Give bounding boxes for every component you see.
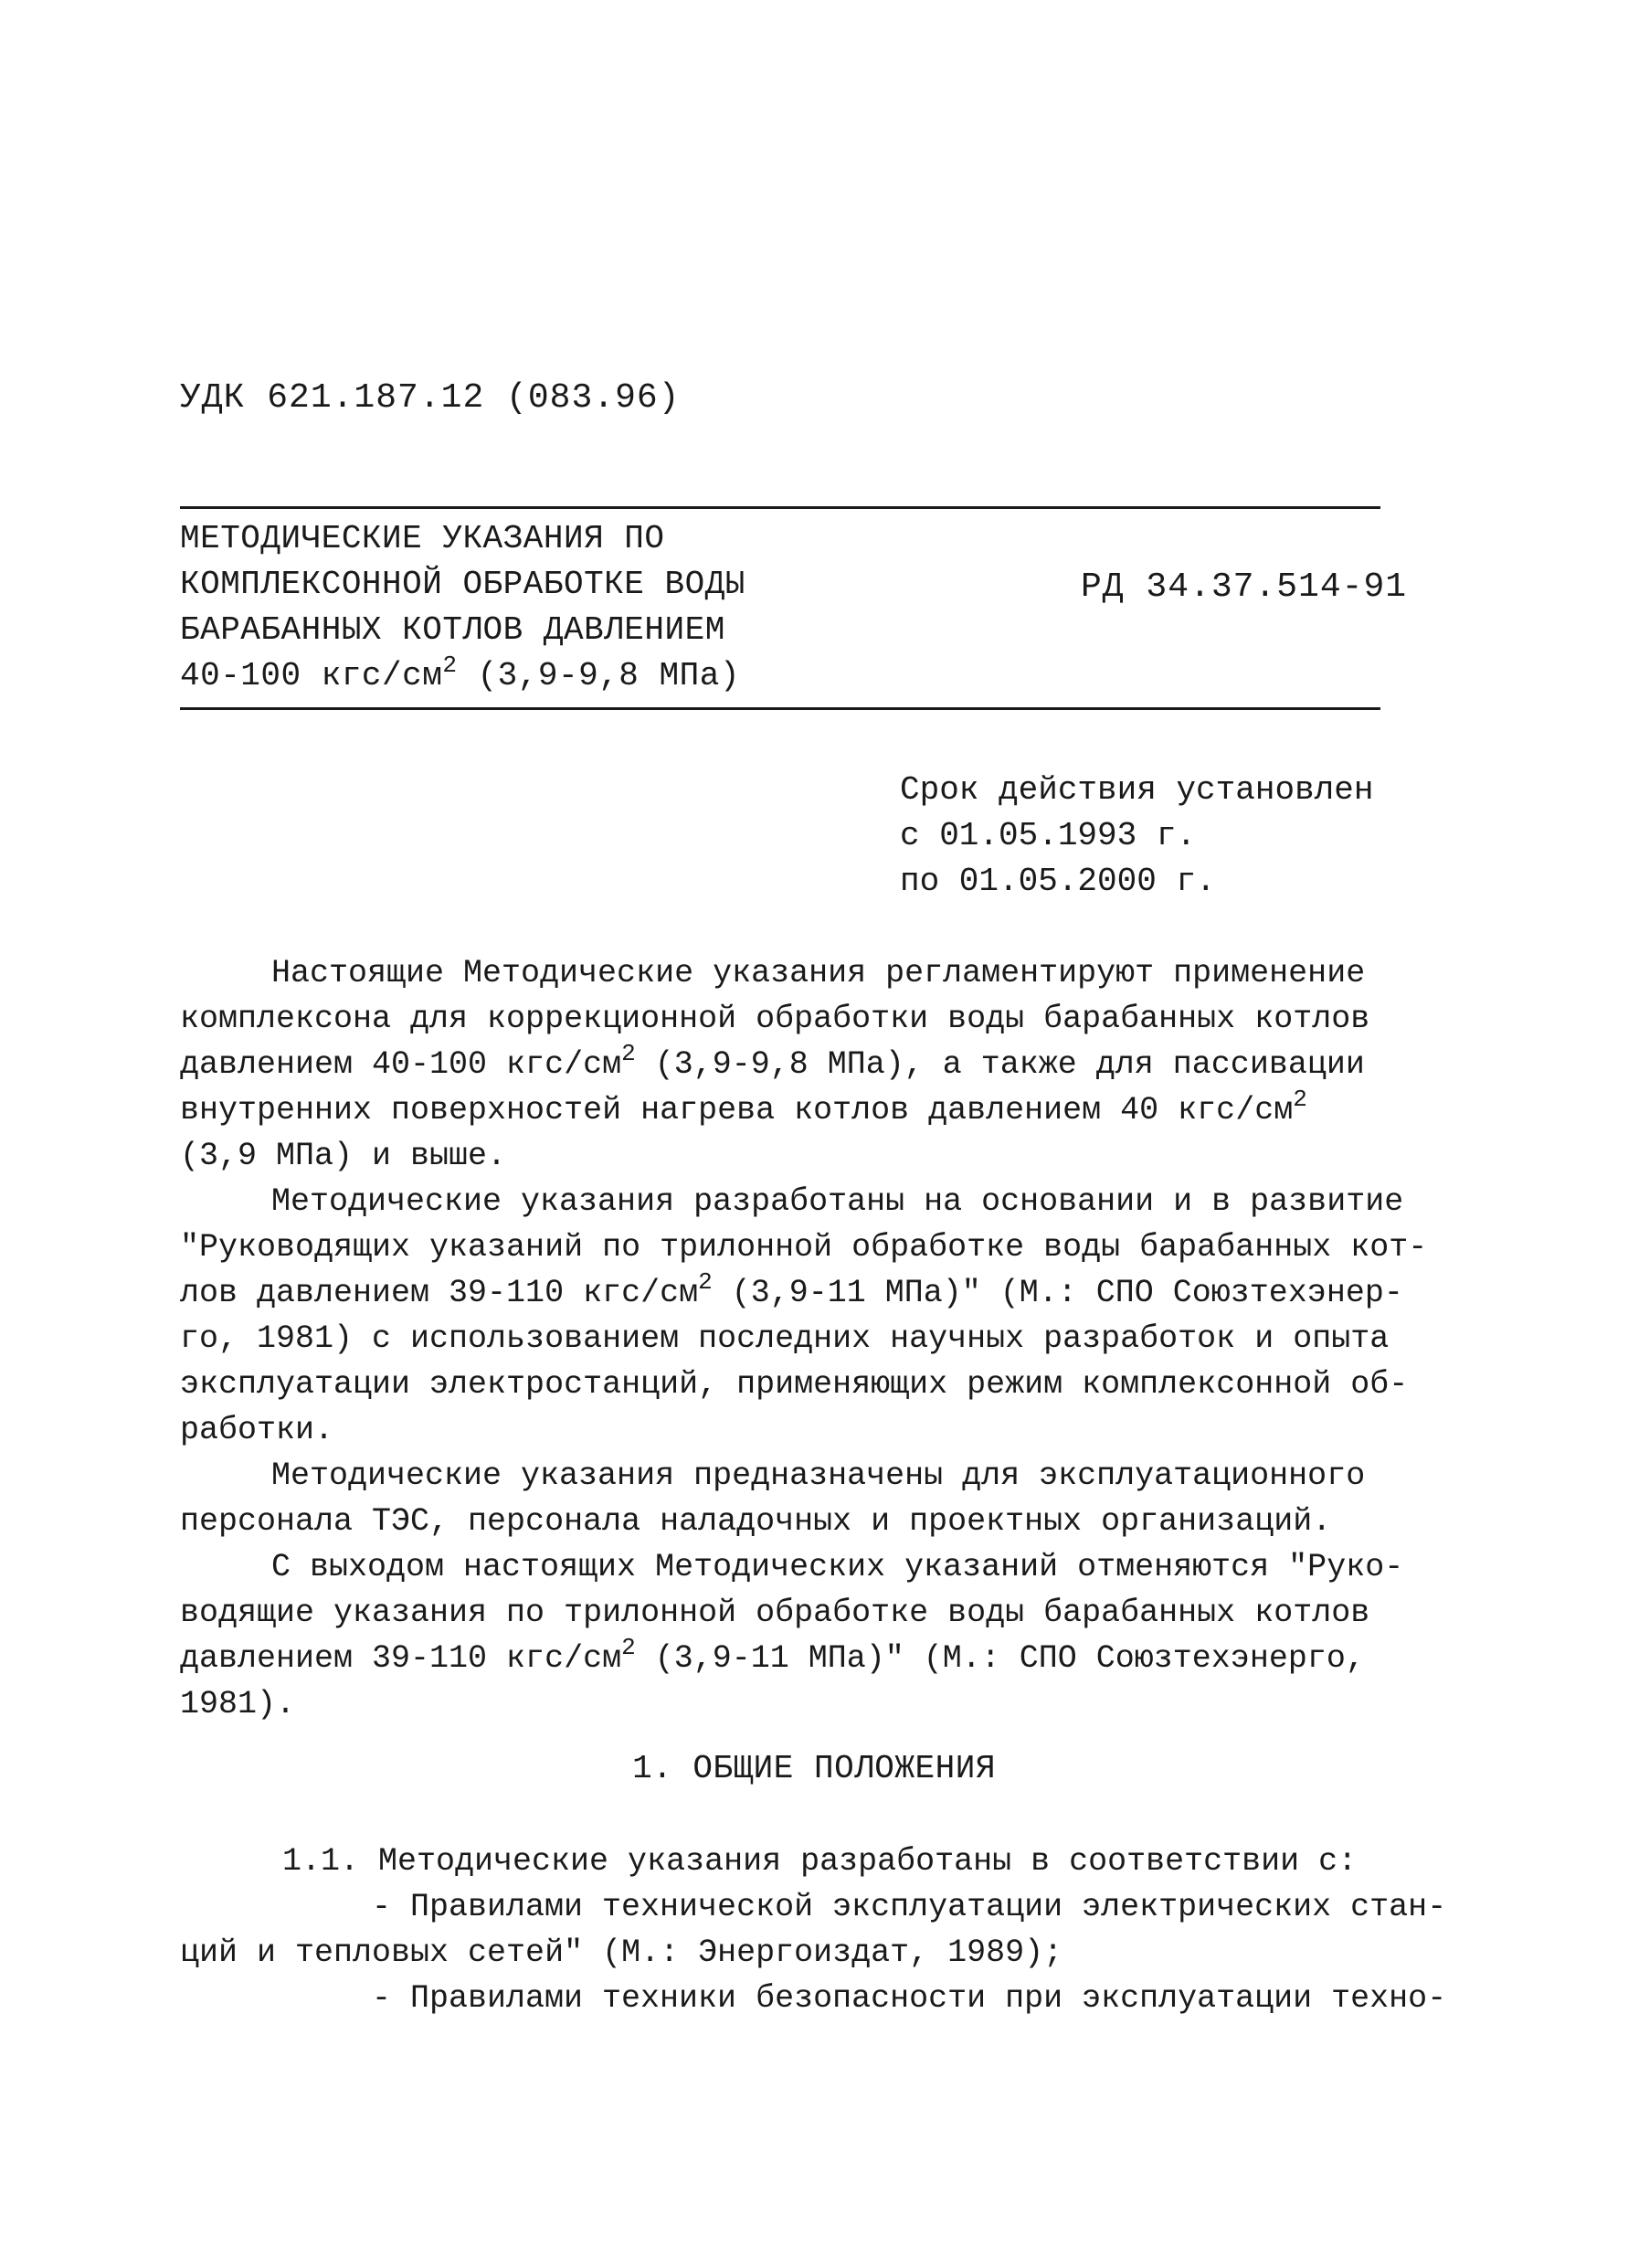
p3-line-2: персонала ТЭС, персонала наладочных и проектных организаций. [180, 1503, 1332, 1540]
list-item-1-1: 1.1. Методические указания разработаны в соответствии с: [282, 1843, 1358, 1880]
p1-line-3-superscript: 2 [621, 1040, 636, 1067]
title-line-1: МЕТОДИЧЕСКИЕ УКАЗАНИЯ ПО [180, 520, 665, 557]
validity-line-3: по 01.05.2000 г. [900, 863, 1216, 900]
title-line-4-tail: (3,9-9,8 МПа) [457, 657, 740, 694]
validity-period [900, 768, 1373, 905]
p2-line-6: работки. [180, 1412, 334, 1448]
p1-line-5: (3,9 МПа) и выше. [180, 1138, 507, 1174]
p4-line-3-tail: (3,9-11 МПа)" (М.: СПО Союзтехэнерго, [635, 1640, 1365, 1677]
document-title [180, 516, 1002, 699]
p1-line-4-text: внутренних поверхностей нагрева котлов давлением 40 кгс/см [180, 1092, 1294, 1129]
title-top-rule [180, 506, 1380, 509]
title-line-4 [180, 653, 1002, 699]
p2-line-1: Методические указания разработаны на основании и в развитие [271, 1183, 1404, 1220]
introduction-text [180, 950, 1428, 1727]
document-code: РД 34.37.514-91 [1081, 567, 1408, 607]
title-bottom-rule [180, 707, 1380, 710]
p1-line-4 [180, 1087, 1386, 1133]
udk-code: УДК 621.187.12 (083.96) [180, 378, 681, 418]
title-line-3: БАРАБАННЫХ КОТЛОВ ДАВЛЕНИЕМ [180, 611, 725, 649]
p2-line-3 [180, 1268, 1403, 1316]
p2-line-3-tail: (3,9-11 МПа)" (М.: СПО Союзтехэнер- [712, 1275, 1403, 1311]
p4-line-2: водящие указания по трилонной обработке воды барабанных котлов [180, 1595, 1370, 1631]
p1-line-2: комплексона для коррекционной обработки воды барабанных котлов [180, 1001, 1370, 1037]
p1-line-4-superscript: 2 [1293, 1086, 1307, 1113]
list-subitem-1-line-2: ций и тепловых сетей" (М.: Энергоиздат, 1989); [180, 1934, 1063, 1971]
p1-line-3-text: давлением 40-100 кгс/см [180, 1046, 622, 1083]
list-subitem-1-line-1: - Правилами технической эксплуатации электрических стан- [372, 1889, 1447, 1925]
p1-line-3-tail: (3,9-9,8 МПа), а также для пассивации [635, 1046, 1365, 1083]
title-line-4-superscript: 2 [442, 652, 458, 679]
p3-line-1: Методические указания предназначены для эксплуатационного [271, 1457, 1366, 1494]
p4-line-3-superscript: 2 [621, 1634, 636, 1661]
p2-line-3-text: лов давлением 39-110 кгс/см [180, 1275, 699, 1311]
p4-line-1: С выходом настоящих Методических указаний отменяются "Руко- [271, 1549, 1404, 1585]
section-heading: 1. ОБЩИЕ ПОЛОЖЕНИЯ [632, 1750, 996, 1787]
validity-line-2: с 01.05.1993 г. [900, 817, 1197, 854]
p1-line-1: Настоящие Методические указания регламентируют применение [271, 955, 1366, 991]
p4-line-3-text: давлением 39-110 кгс/см [180, 1640, 622, 1677]
section-list [180, 1839, 1447, 2021]
list-subitem-2-line-1: - Правилами техники безопасности при эксплуатации техно- [372, 1980, 1447, 2017]
title-line-2: КОМПЛЕКСОННОЙ ОБРАБОТКЕ ВОДЫ [180, 566, 745, 603]
p2-line-4: го, 1981) с использованием последних научных разработок и опыта [180, 1320, 1390, 1357]
p4-line-3 [180, 1636, 1386, 1681]
p1-line-3 [180, 1042, 1386, 1087]
p2-line-5: эксплуатации электростанций, применяющих режим комплексонной об- [180, 1366, 1409, 1403]
p2-line-3-superscript: 2 [698, 1268, 713, 1296]
validity-line-1: Срок действия установлен [900, 771, 1374, 809]
p4-line-4: 1981). [180, 1686, 296, 1722]
p2-line-2: "Руководящих указаний по трилонной обработке воды барабанных кот- [180, 1229, 1428, 1266]
title-line-4-text: 40-100 кгс/см [180, 657, 443, 694]
